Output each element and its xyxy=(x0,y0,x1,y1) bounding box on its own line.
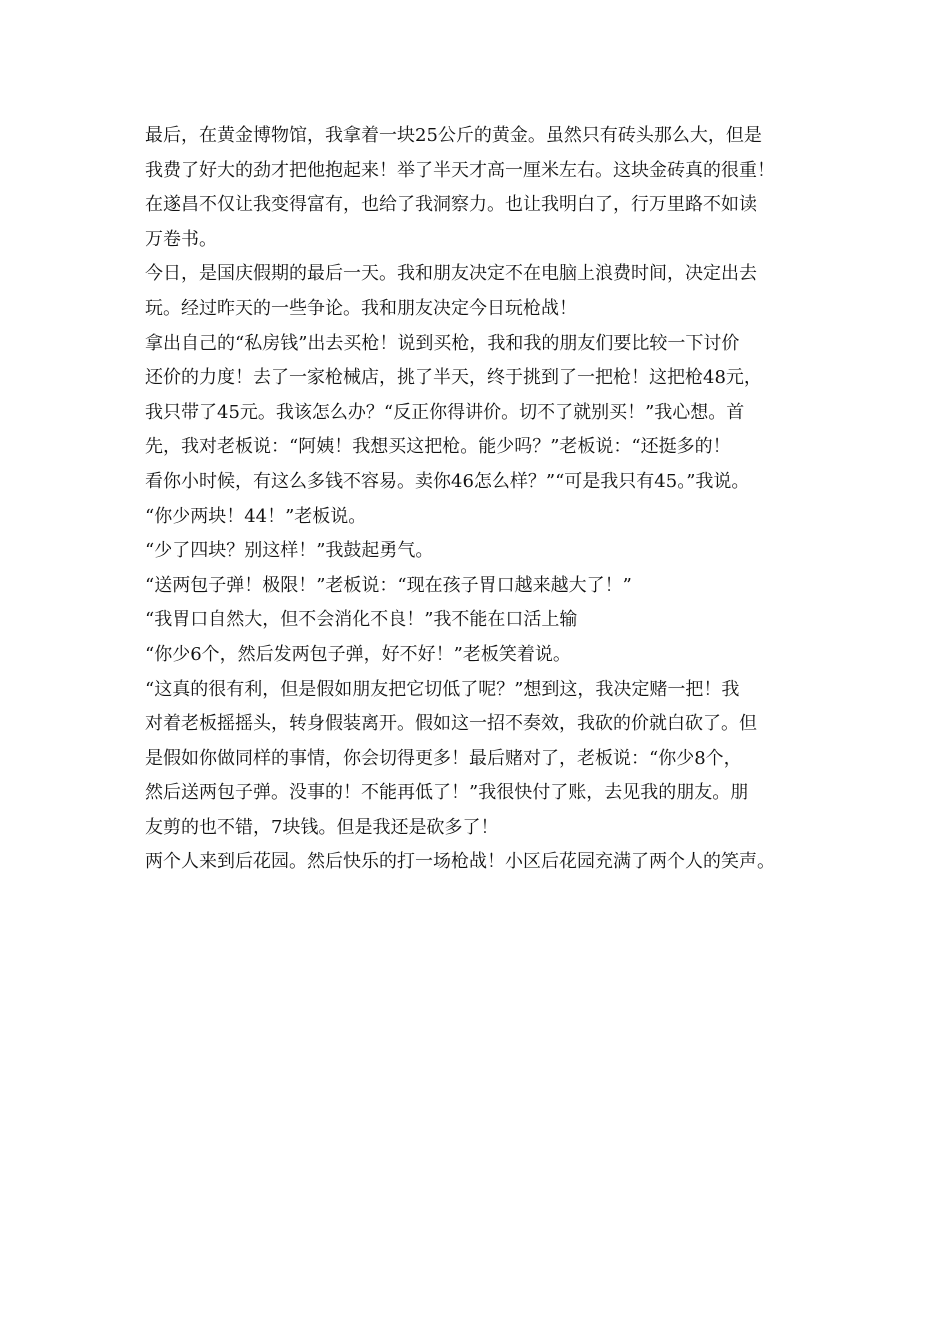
text-line-8: 还价的力度！去了一家枪械店，挑了半天，终于挑到了一把枪！这把枪48元， xyxy=(145,367,762,389)
text-line-5: 今日，是国庆假期的最后一天。我和朋友决定不在电脑上浪费时间，决定出去 xyxy=(145,263,757,285)
text-line-12: “你少两块！44！”老板说。 xyxy=(145,505,367,527)
text-line-22: 两个人来到后花园。然后快乐的打一场枪战！小区后花园充满了两个人的笑声。 xyxy=(145,851,775,873)
text-line-13: “少了四块？别这样！”我鼓起勇气。 xyxy=(145,540,434,562)
text-line-16: “你少6个，然后发两包子弹，好不好！”老板笑着说。 xyxy=(145,643,571,665)
text-line-20: 然后送两包子弹。没事的！不能再低了！”我很快付了账，去见我的朋友。朋 xyxy=(145,782,749,804)
text-line-15: “我胃口自然大，但不会消化不良！”我不能在口活上输 xyxy=(145,609,578,631)
text-line-3: 在遂昌不仅让我变得富有，也给了我洞察力。也让我明白了，行万里路不如读 xyxy=(145,194,757,216)
essay-text xyxy=(145,119,845,880)
text-line-19: 是假如你做同样的事情，你会切得更多！最后赌对了，老板说：“你少8个， xyxy=(145,747,742,769)
text-line-10: 先，我对老板说：“阿姨！我想买这把枪。能少吗？”老板说：“还挺多的！ xyxy=(145,436,731,458)
text-line-18: 对着老板摇摇头，转身假装离开。假如这一招不奏效，我砍的价就白砍了。但 xyxy=(145,713,757,735)
text-line-4: 万卷书。 xyxy=(145,228,217,250)
text-line-9: 我只带了45元。我该怎么办？“反正你得讲价。切不了就别买！”我心想。首 xyxy=(145,401,745,423)
text-line-2: 我费了好大的劲才把他抱起来！举了半天才高一厘米左右。这块金砖真的很重！ xyxy=(145,159,775,181)
text-line-6: 玩。经过昨天的一些争论。我和朋友决定今日玩枪战！ xyxy=(145,297,577,319)
text-line-14: “送两包子弹！极限！”老板说：“现在孩子胃口越来越大了！” xyxy=(145,574,632,596)
text-line-7: 拿出自己的“私房钱”出去买枪！说到买枪，我和我的朋友们要比较一下讨价 xyxy=(145,332,740,354)
text-line-11: 看你小时候，有这么多钱不容易。卖你46怎么样？”“可是我只有45。”我说。 xyxy=(145,470,750,492)
text-line-1: 最后，在黄金博物馆，我拿着一块25公斤的黄金。虽然只有砖头那么大，但是 xyxy=(145,125,762,146)
text-line-21: 友剪的也不错，7块钱。但是我还是砍多了！ xyxy=(145,816,499,838)
text-line-17: “这真的很有利，但是假如朋友把它切低了呢？”想到这，我决定赌一把！我 xyxy=(145,678,740,700)
